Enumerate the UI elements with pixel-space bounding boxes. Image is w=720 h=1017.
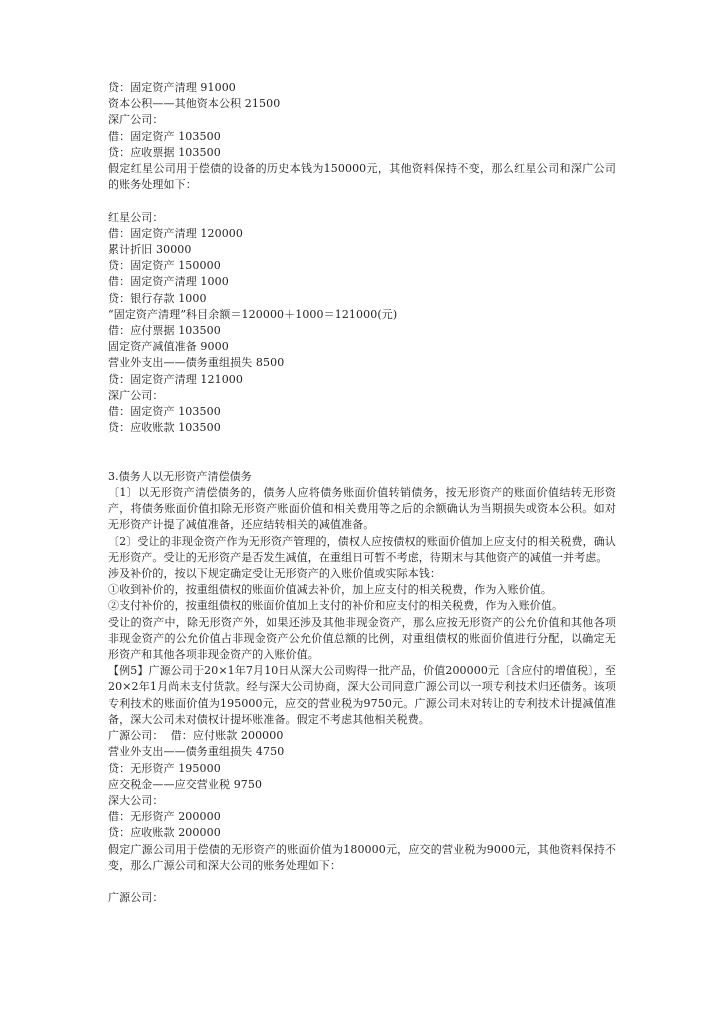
text-line: 借：无形资产 200000 [108, 810, 221, 824]
text-line: 贷：无形资产 195000 [108, 761, 221, 775]
text-line: “固定资产清理”科目余额＝120000＋1000＝121000(元) [108, 307, 398, 321]
example-paragraph: 【例5】广源公司于20×1年7月10日从深大公司购得一批产品，价值200000元〔含应付的增值税〕，至20×2年1月尚未支付货款。经与深大公司协商，深大公司同意广源公司以一项专利技术归还债务。该项专利技术的账面价值为195000元，应交的营业税为9750元。广源公司未对转让的专利技术计提减值准备，深大公司未对债权计提坏账准备。假定不考虑其他相关税费。 [108, 664, 616, 726]
paragraph: 〔1〕以无形资产清偿债务的，债务人应将债务账面价值转销债务，按无形资产的账面价值结转无形资产，将债务账面价值扣除无形资产账面价值和相关费用等之后的余额确认为当期损失或资本公积。如对无形资产计提了减值准备，还应结转相关的减值准备。 [108, 486, 616, 532]
text-line: 深大公司： [108, 793, 164, 807]
text-line: 营业外支出——债务重组损失 4750 [108, 745, 285, 759]
paragraph: 〔2〕受让的非现金资产作为无形资产管理的，债权人应按债权的账面价值加上应支付的相关税费，确认无形资产。受让的无形资产是否发生减值，在重组日可暂不考虑，待期末与其他资产的减值一并考虑。 [108, 534, 616, 564]
text-line: 红星公司： [108, 210, 164, 224]
text-line: 贷：固定资产清理 121000 [108, 372, 243, 386]
blank-line [108, 874, 616, 890]
text-line: 深广公司： [108, 113, 164, 127]
document-body [108, 80, 616, 906]
section-heading: 3.债务人以无形资产清偿债务 [108, 469, 252, 483]
text-line: 应交税金——应交营业税 9750 [108, 777, 263, 791]
text-line: 贷：固定资产 150000 [108, 259, 221, 273]
text-line: 借：固定资产 103500 [108, 405, 221, 419]
paragraph: 假定广源公司用于偿债的无形资产的账面价值为180000元，应交的营业税为9000元，其他资料保持不变，那么广源公司和深大公司的账务处理如下： [108, 842, 616, 872]
text-line: 固定资产减值准备 9000 [108, 340, 229, 354]
paragraph: 受让的资产中，除无形资产外，如果还涉及其他非现金资产，那么应按无形资产的公允价值和其他各项非现金资产的公允价值占非现金资产公允价值总额的比例，对重组债权的账面价值进行分配，以确定无形资产和其他各项非现金资产的入账价值。 [108, 615, 616, 662]
text-line: 贷：应收账款 200000 [108, 826, 221, 840]
text-line: 广源公司： 借：应付账款 200000 [108, 729, 284, 743]
text-line: 贷：固定资产清理 91000 [108, 81, 236, 94]
text-line: 借：固定资产清理 1000 [108, 275, 229, 289]
blank-line [108, 436, 616, 468]
text-line: 贷：应收账款 103500 [108, 421, 221, 435]
paragraph: ②支付补价的，按重组债权的账面价值加上支付的补价和应支付的相关税费，作为入账价值。 [108, 599, 564, 613]
text-line: 累计折旧 30000 [108, 243, 192, 257]
text-line: 深广公司： [108, 388, 164, 402]
text-line: 贷：银行存款 1000 [108, 291, 207, 305]
text-line: 借：固定资产清理 120000 [108, 226, 243, 240]
paragraph: 假定红星公司用于偿债的设备的历史本钱为150000元，其他资料保持不变，那么红星公司和深广公司的账务处理如下： [108, 162, 616, 192]
text-line: 借：固定资产 103500 [108, 129, 221, 143]
text-line: 营业外支出——债务重组损失 8500 [108, 356, 285, 370]
text-line: 贷：应收票据 103500 [108, 145, 221, 159]
text-line: 资本公积——其他资本公积 21500 [108, 97, 281, 111]
text-line: 借：应付票据 103500 [108, 324, 221, 338]
paragraph: ①收到补价的，按重组债权的账面价值减去补价，加上应支付的相关税费，作为入账价值。 [108, 583, 552, 597]
blank-line [108, 193, 616, 209]
text-line: 广源公司： [108, 891, 164, 905]
text-line: 涉及补价的，按以下规定确定受让无形资产的入账价值或实际本钱： [108, 567, 441, 581]
